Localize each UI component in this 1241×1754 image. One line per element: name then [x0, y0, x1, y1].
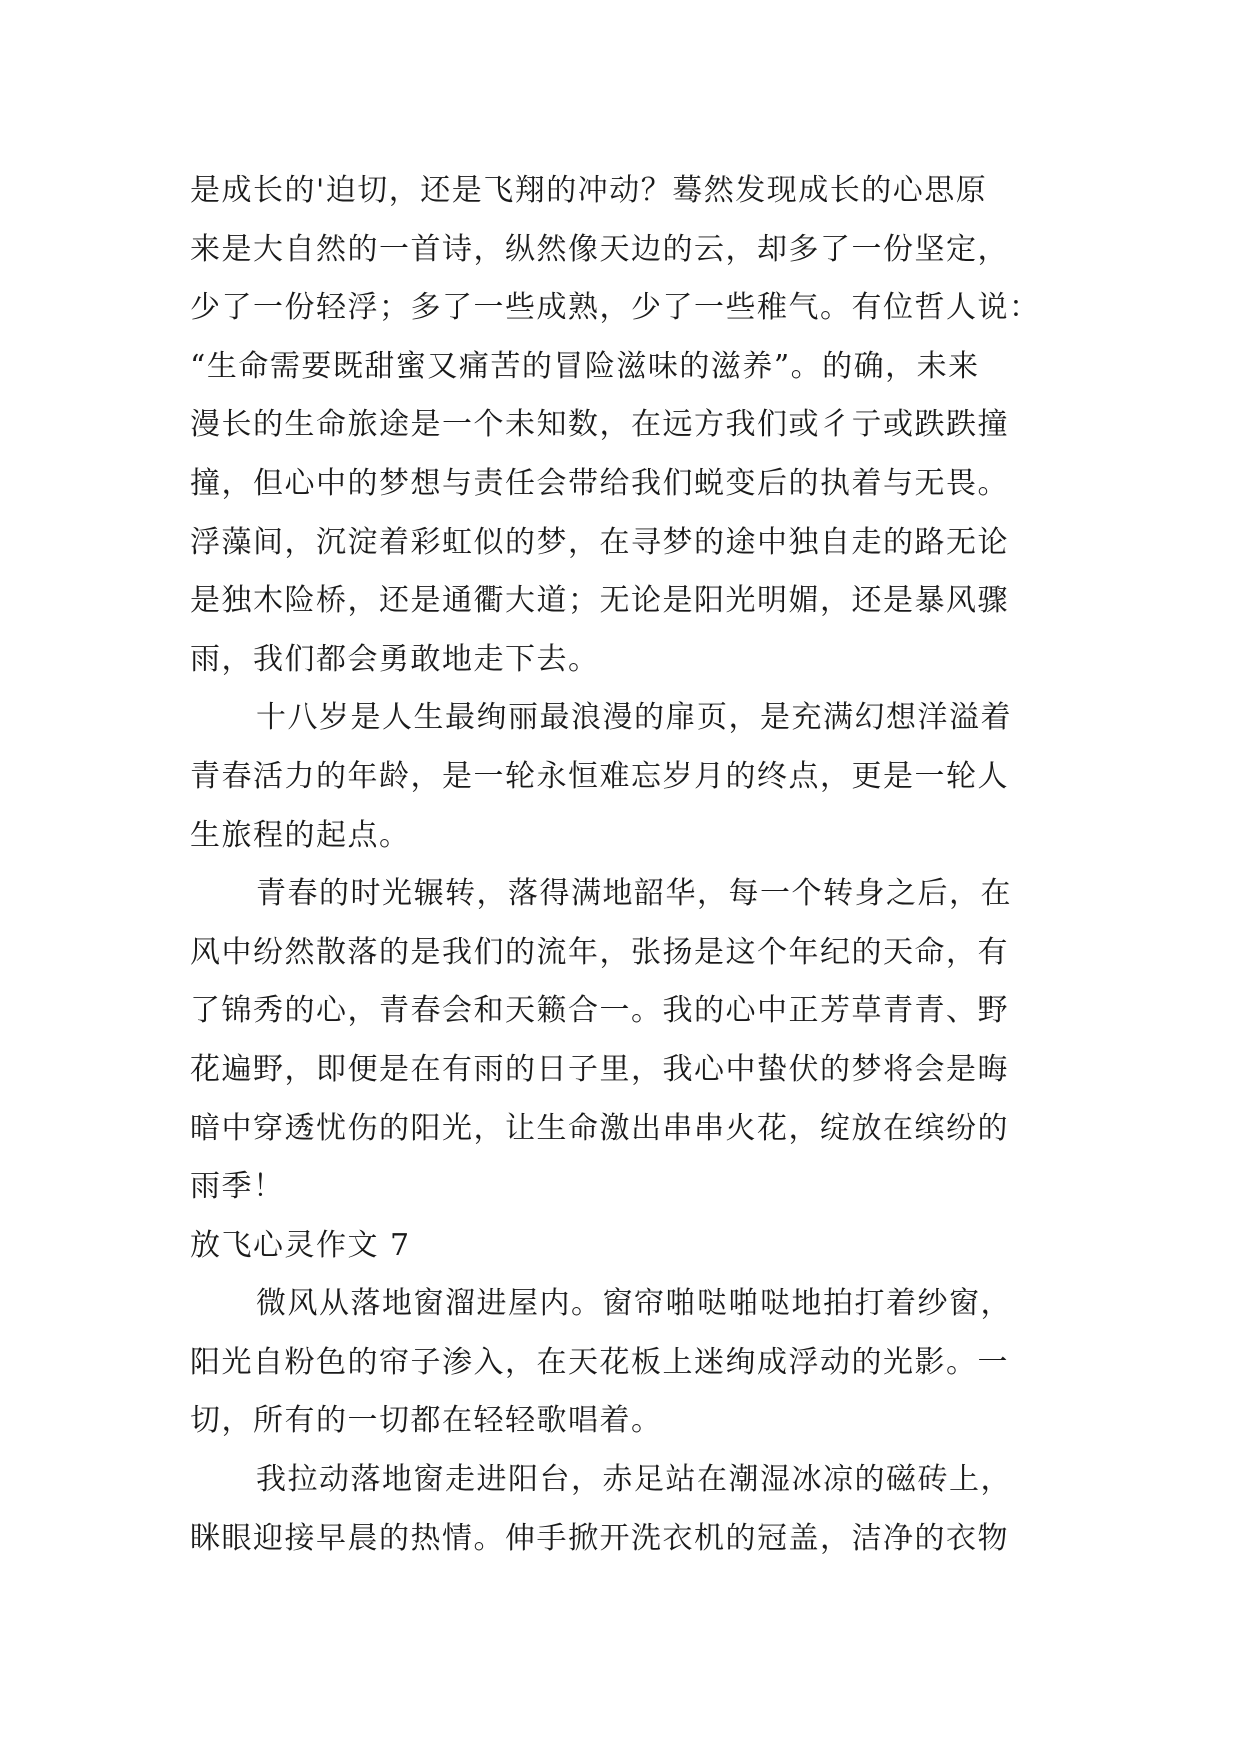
paragraph-first-line: 微风从落地窗溜进屋内。窗帘啪哒啪哒地拍打着纱窗，	[256, 1286, 1012, 1322]
text-line: 雨季！	[190, 1169, 285, 1205]
text-line: 来是大自然的一首诗，纵然像天边的云，却多了一份坚定，	[190, 231, 1009, 267]
paragraph-first-line: 我拉动落地窗走进阳台，赤足站在潮湿冰凉的磁砖上，	[256, 1462, 1012, 1498]
text-line: 花遍野，即便是在有雨的日子里，我心中蛰伏的梦将会是晦	[190, 1051, 1009, 1087]
text-line: 风中纷然散落的是我们的流年，张扬是这个年纪的天命，有	[190, 934, 1009, 970]
text-line: 切，所有的一切都在轻轻歌唱着。	[190, 1403, 663, 1439]
paragraph-first-line: 青春的时光辗转，落得满地韶华，每一个转身之后，在	[256, 876, 1012, 912]
text-line: 生旅程的起点。	[190, 817, 411, 853]
text-line: “生命需要既甜蜜又痛苦的冒险滋味的滋养”。的确，未来	[190, 348, 980, 384]
text-line: 阳光自粉色的帘子渗入，在天花板上迷绚成浮动的光影。一	[190, 1344, 1009, 1380]
text-line: 青春活力的年龄，是一轮永恒难忘岁月的终点，更是一轮人	[190, 758, 1009, 794]
text-line: 暗中穿透忧伤的阳光，让生命激出串串火花，绽放在缤纷的	[190, 1110, 1009, 1146]
text-line: 撞，但心中的梦想与责任会带给我们蜕变后的执着与无畏。	[190, 465, 1009, 501]
text-line: 是成长的'迫切，还是飞翔的冲动？蓦然发现成长的心思原	[190, 173, 988, 208]
text-line: 了锦秀的心，青春会和天籁合一。我的心中正芳草青青、野	[190, 993, 1009, 1029]
text-line: 眯眼迎接早晨的热情。伸手掀开洗衣机的冠盖，洁净的衣物	[190, 1520, 1009, 1556]
text-line: 浮藻间，沉淀着彩虹似的梦，在寻梦的途中独自走的路无论	[190, 524, 1009, 560]
paragraph-first-line: 十八岁是人生最绚丽最浪漫的扉页，是充满幻想洋溢着	[256, 700, 1012, 736]
text-line: 少了一份轻浮；多了一些成熟，少了一些稚气。有位哲人说：	[190, 290, 1041, 326]
text-line: 漫长的生命旅途是一个未知数，在远方我们或彳亍或跌跌撞	[190, 407, 1009, 443]
document-body	[190, 162, 1050, 1568]
section-heading: 放飞心灵作文 7	[190, 1227, 411, 1263]
text-line: 雨，我们都会勇敢地走下去。	[190, 641, 600, 677]
text-line: 是独木险桥，还是通衢大道；无论是阳光明媚，还是暴风骤	[190, 583, 1009, 619]
